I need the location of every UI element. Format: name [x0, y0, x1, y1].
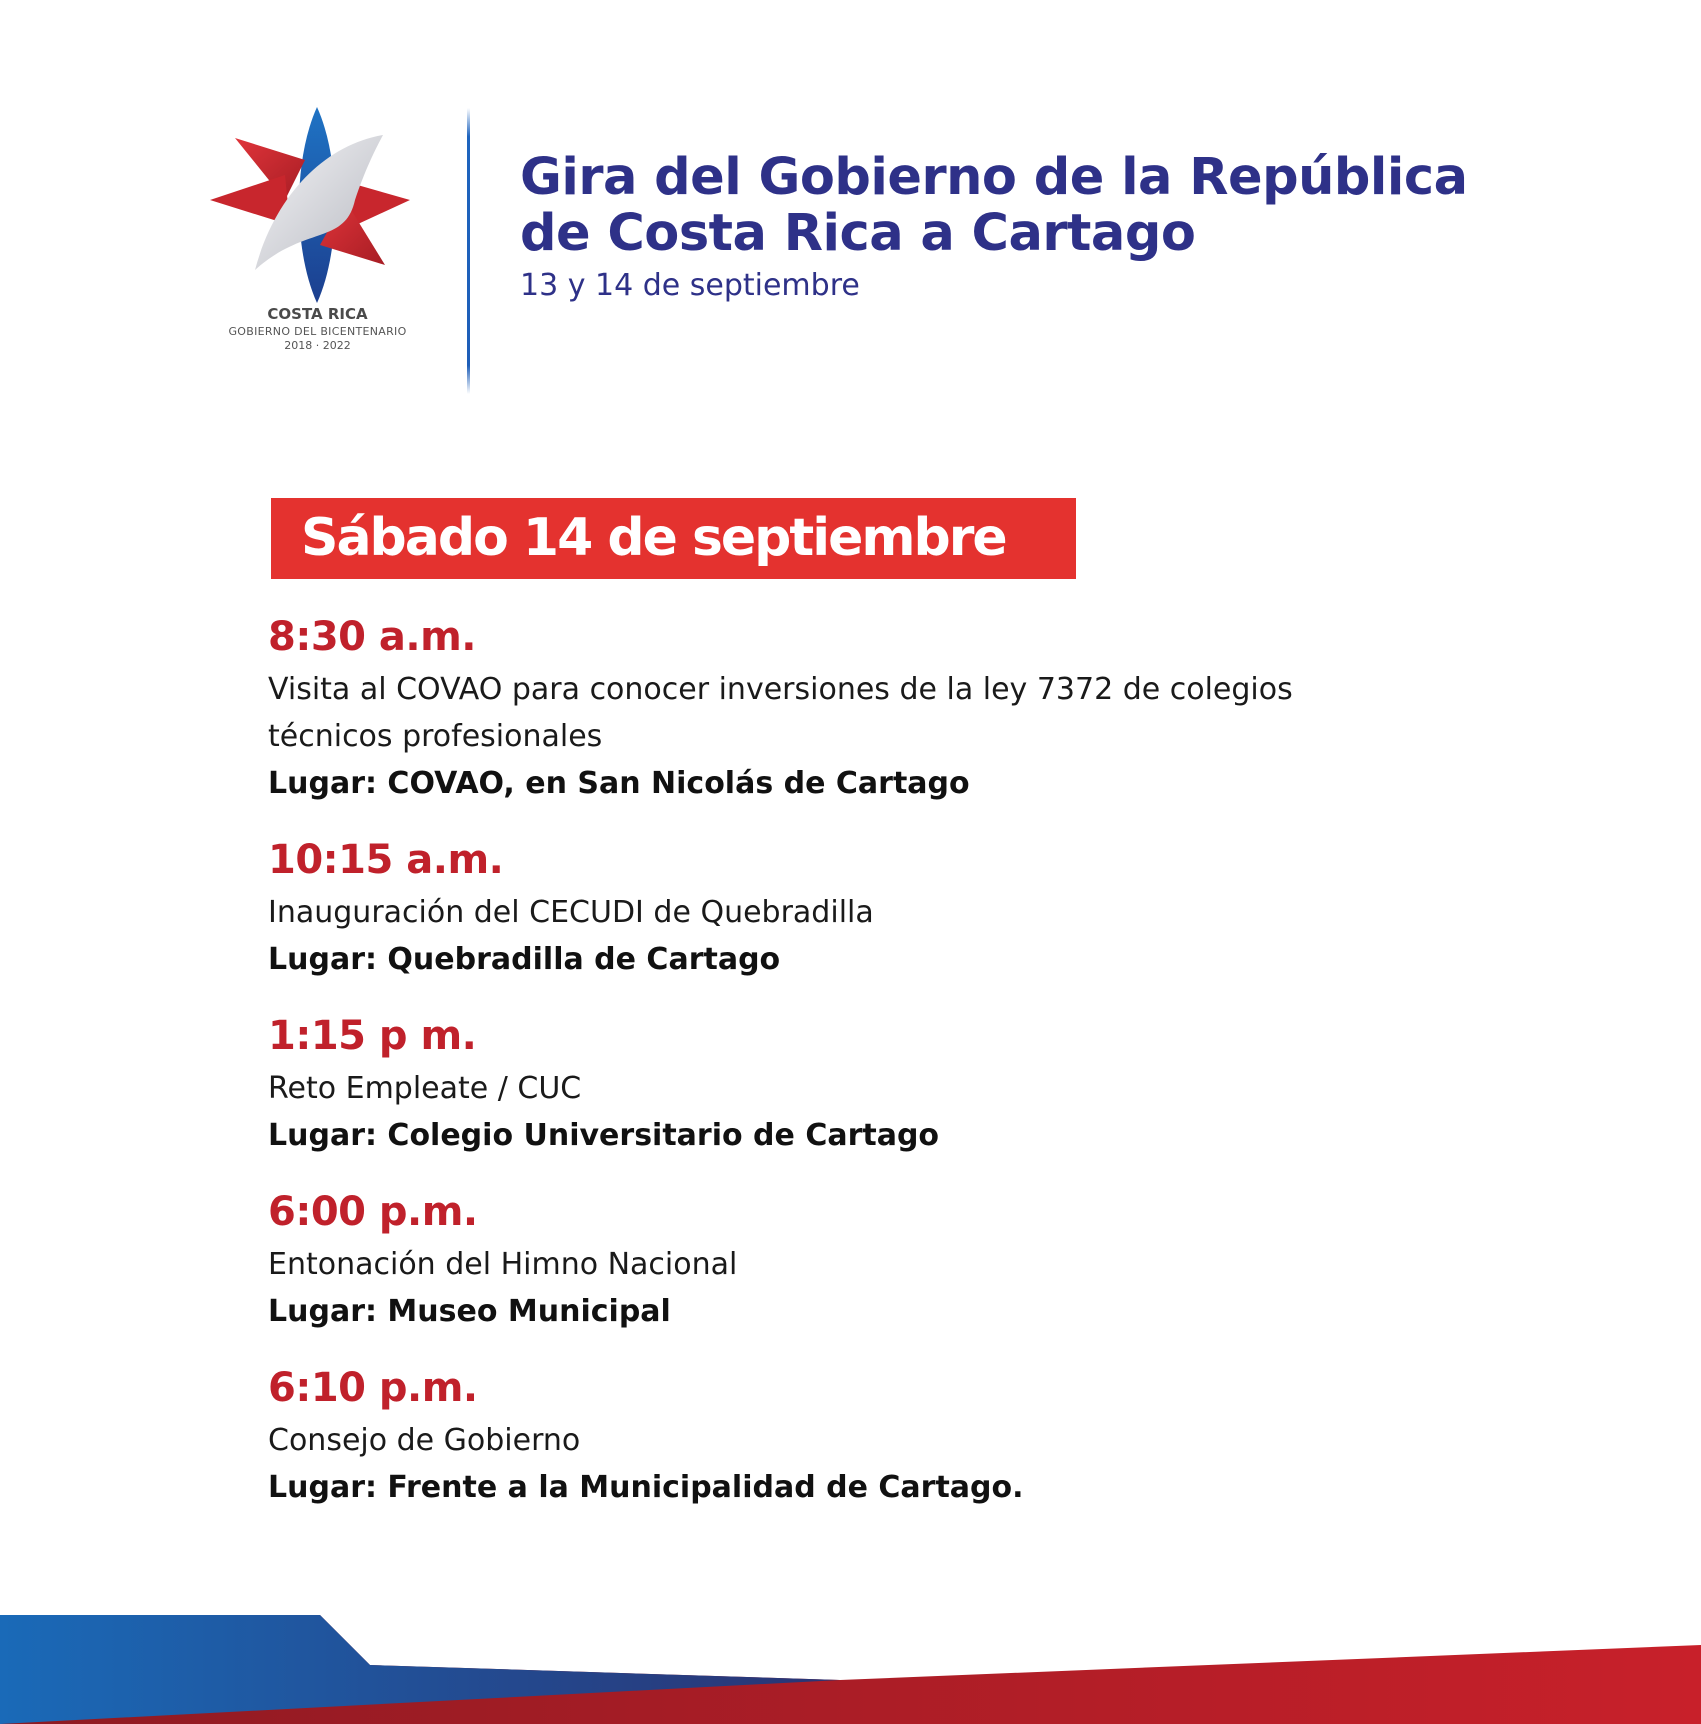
event-place: Lugar: COVAO, en San Nicolás de Cartago: [268, 766, 970, 801]
page-subtitle: 13 y 14 de septiembre: [520, 268, 860, 303]
logo-line-country: COSTA RICA: [267, 305, 368, 323]
event-time: 6:00 p.m.: [268, 1189, 478, 1235]
event-time: 1:15 p m.: [268, 1013, 477, 1059]
event-place: Lugar: Museo Municipal: [268, 1294, 671, 1329]
event-list: [268, 610, 1568, 1537]
event-time: 10:15 a.m.: [268, 837, 504, 883]
logo-line-years: 2018 · 2022: [284, 338, 351, 352]
page-title-line1: Gira del Gobierno de la República: [520, 148, 1468, 207]
event-item: [268, 833, 1568, 983]
event-item: [268, 1361, 1568, 1511]
bicentenario-logo: [205, 105, 430, 365]
event-place: Lugar: Frente a la Municipalidad de Cartago.: [268, 1470, 1024, 1505]
event-description: [268, 666, 1568, 760]
event-place: Lugar: Quebradilla de Cartago: [268, 942, 781, 977]
day-banner: Sábado 14 de septiembre: [271, 498, 1076, 579]
page-title: [520, 150, 1620, 262]
event-item: [268, 610, 1568, 807]
event-description: Entonación del Himno Nacional: [268, 1247, 738, 1282]
event-description-line1: Visita al COVAO para conocer inversiones de la ley 7372 de colegios: [268, 672, 1293, 707]
event-description: Reto Empleate / CUC: [268, 1071, 582, 1106]
footer-band: [0, 1600, 1701, 1724]
logo-line-government: GOBIERNO DEL BICENTENARIO: [228, 324, 407, 338]
event-item: [268, 1009, 1568, 1159]
event-time: 6:10 p.m.: [268, 1365, 478, 1411]
event-description-line2: técnicos profesionales: [268, 719, 603, 754]
event-item: [268, 1185, 1568, 1335]
event-time: 8:30 a.m.: [268, 614, 476, 660]
header-divider: [467, 108, 470, 394]
event-place: Lugar: Colegio Universitario de Cartago: [268, 1118, 940, 1153]
bicentenario-star-logo-icon: [205, 105, 430, 305]
logo-caption: [205, 305, 430, 353]
page-title-line2: de Costa Rica a Cartago: [520, 204, 1196, 263]
header: [520, 150, 1620, 303]
event-description: Consejo de Gobierno: [268, 1423, 581, 1458]
event-description: Inauguración del CECUDI de Quebradilla: [268, 895, 874, 930]
